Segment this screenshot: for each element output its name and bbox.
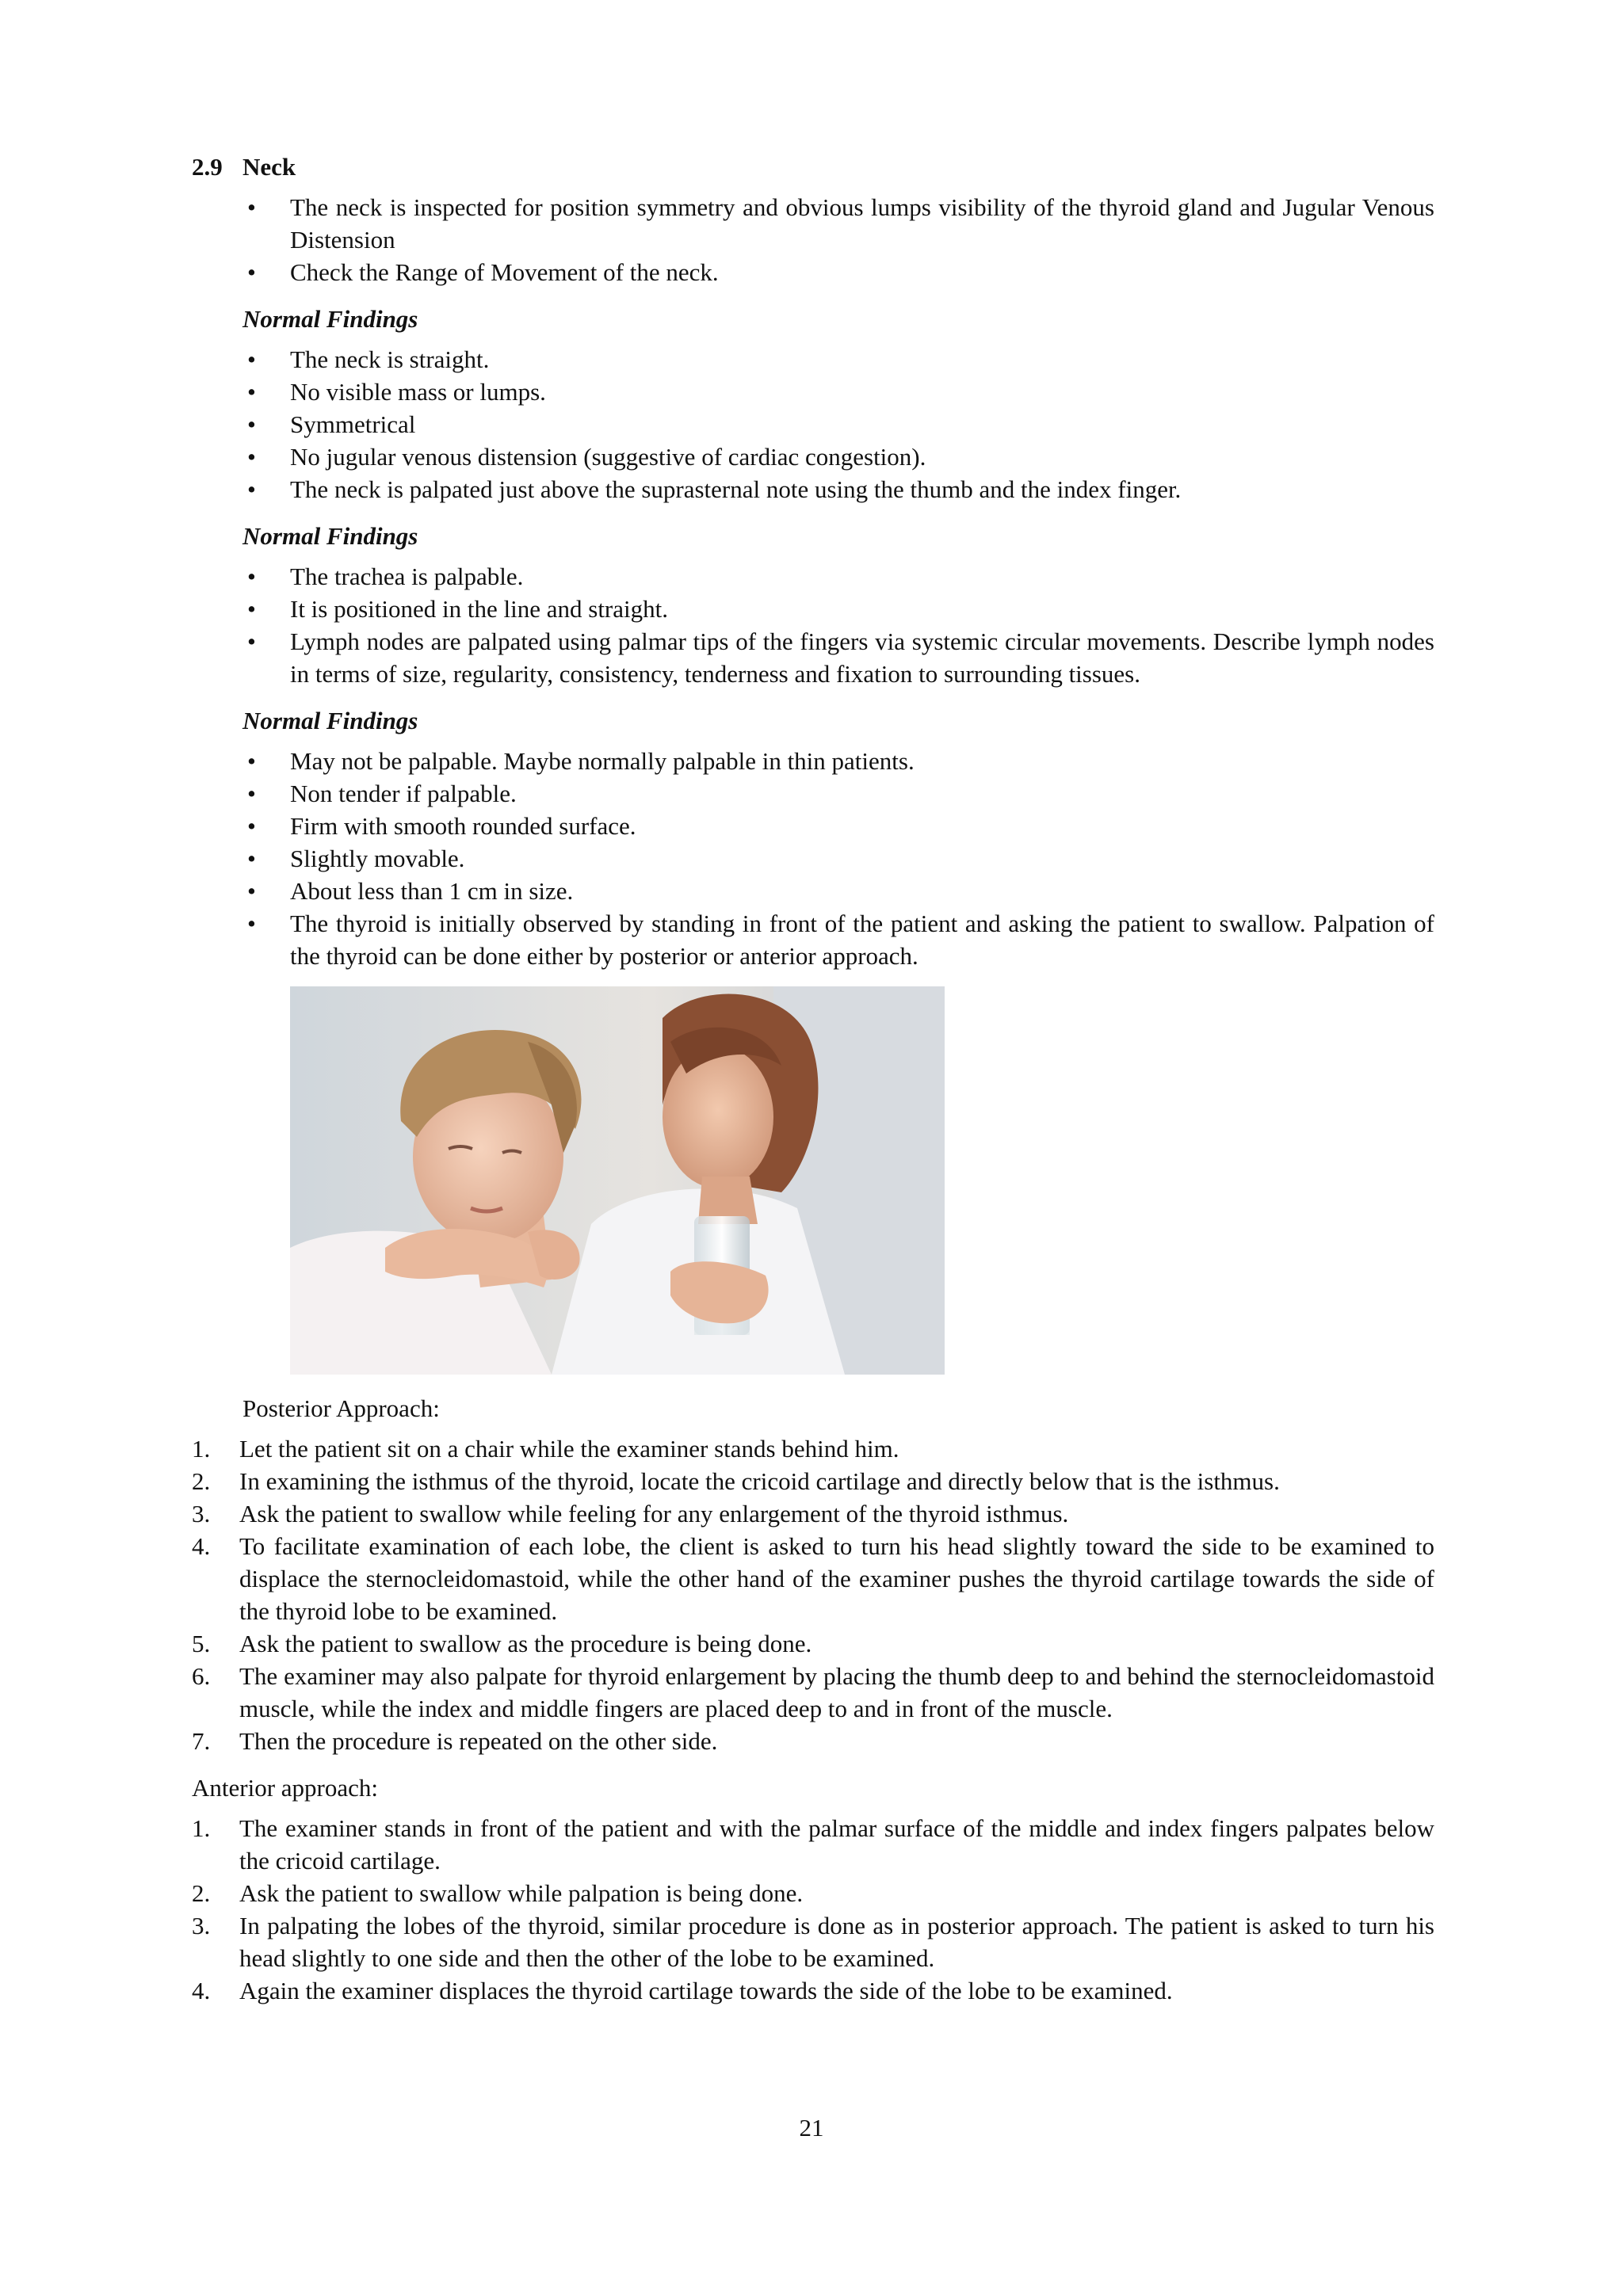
section-number: 2.9 bbox=[192, 153, 223, 181]
page-content bbox=[192, 151, 1434, 2021]
anterior-steps-list bbox=[192, 1812, 1434, 2007]
bullet-item: • The trachea is palpable. bbox=[242, 560, 1434, 593]
bullet-item: • Firm with smooth rounded surface. bbox=[242, 810, 1434, 842]
section-body bbox=[242, 191, 1434, 1425]
bullet-item: • May not be palpable. Maybe normally palpable in thin patients. bbox=[242, 745, 1434, 777]
step-item: 2. Ask the patient to swallow while palpation is being done. bbox=[192, 1879, 804, 1907]
bullet-item: • Slightly movable. bbox=[242, 842, 1434, 875]
bullet-item: • The neck is straight. bbox=[242, 343, 1434, 376]
step-item: 5. Ask the patient to swallow as the procedure is being done. bbox=[192, 1630, 812, 1657]
posterior-approach-label: Posterior Approach: bbox=[242, 1394, 440, 1422]
bullet-item: • No jugular venous distension (suggestive of cardiac congestion). bbox=[242, 441, 1434, 473]
bullet-item: • Non tender if palpable. bbox=[242, 777, 1434, 810]
normal-findings-heading: Normal Findings bbox=[242, 522, 418, 550]
step-item: 3. Ask the patient to swallow while feeling for any enlargement of the thyroid isthmus. bbox=[192, 1500, 1069, 1527]
normal-findings-heading: Normal Findings bbox=[242, 305, 418, 333]
page-number: 21 bbox=[799, 2114, 824, 2142]
section-title: Neck bbox=[242, 153, 296, 181]
bullet-item: • Symmetrical bbox=[242, 408, 1434, 441]
step-item: 7. Then the procedure is repeated on the other side. bbox=[192, 1727, 718, 1755]
step-item: 2. In examining the isthmus of the thyroid, locate the cricoid cartilage and directly below that is the isthmus. bbox=[192, 1467, 1280, 1495]
bullet-item: • The neck is inspected for position symmetry and obvious lumps visibility of the thyroid gland and Jugular Venous Distension bbox=[242, 191, 1434, 256]
normal-findings-list bbox=[242, 745, 1434, 972]
normal-findings-heading: Normal Findings bbox=[242, 707, 418, 734]
bullet-item: • Check the Range of Movement of the neck. bbox=[242, 256, 1434, 288]
bullet-item: • The thyroid is initially observed by standing in front of the patient and asking the patient to swallow. Palpation of the thyroid can be done either by posterior or anterior approach. bbox=[242, 907, 1434, 972]
posterior-steps-list bbox=[192, 1432, 1434, 1757]
step-item: 6. The examiner may also palpate for thyroid enlargement by placing the thumb deep to and behind the sternocleidomastoid muscle, while the index and middle fingers are placed deep to and in front of the muscle. bbox=[192, 1662, 1434, 1722]
step-item: 4. Again the examiner displaces the thyroid cartilage towards the side of the lobe to be examined. bbox=[192, 1977, 1173, 2004]
bullet-item: • No visible mass or lumps. bbox=[242, 376, 1434, 408]
section-heading bbox=[192, 151, 1434, 183]
step-item: 1. Let the patient sit on a chair while the examiner stands behind him. bbox=[192, 1435, 899, 1463]
normal-findings-list bbox=[242, 560, 1434, 690]
bullet-item: • It is positioned in the line and straight. bbox=[242, 593, 1434, 625]
bullet-item: • Lymph nodes are palpated using palmar tips of the fingers via systemic circular movements. Describe lymph nodes in terms of size, regularity, consistency, tenderness and fixation to surrounding tissues. bbox=[242, 625, 1434, 690]
normal-findings-list bbox=[242, 343, 1434, 505]
intro-bullet-list bbox=[242, 191, 1434, 288]
step-item: 3. In palpating the lobes of the thyroid, similar procedure is done as in posterior approach. The patient is asked to turn his head slightly to one side and then the other of the lobe to be examined. bbox=[192, 1912, 1434, 1972]
step-item: 4. To facilitate examination of each lobe, the client is asked to turn his head slightly toward the side to be examined to displace the sternocleidomastoid, while the other hand of the examiner pushes the thyroid cartilage towards the side of the thyroid lobe to be examined. bbox=[192, 1532, 1434, 1625]
thyroid-palpation-photo bbox=[290, 986, 945, 1375]
step-item: 1. The examiner stands in front of the patient and with the palmar surface of the middle and index fingers palpates below the cricoid cartilage. bbox=[192, 1814, 1434, 1875]
bullet-item: • About less than 1 cm in size. bbox=[242, 875, 1434, 907]
bullet-item: • The neck is palpated just above the suprasternal note using the thumb and the index finger. bbox=[242, 473, 1434, 505]
anterior-approach-label: Anterior approach: bbox=[192, 1774, 378, 1802]
